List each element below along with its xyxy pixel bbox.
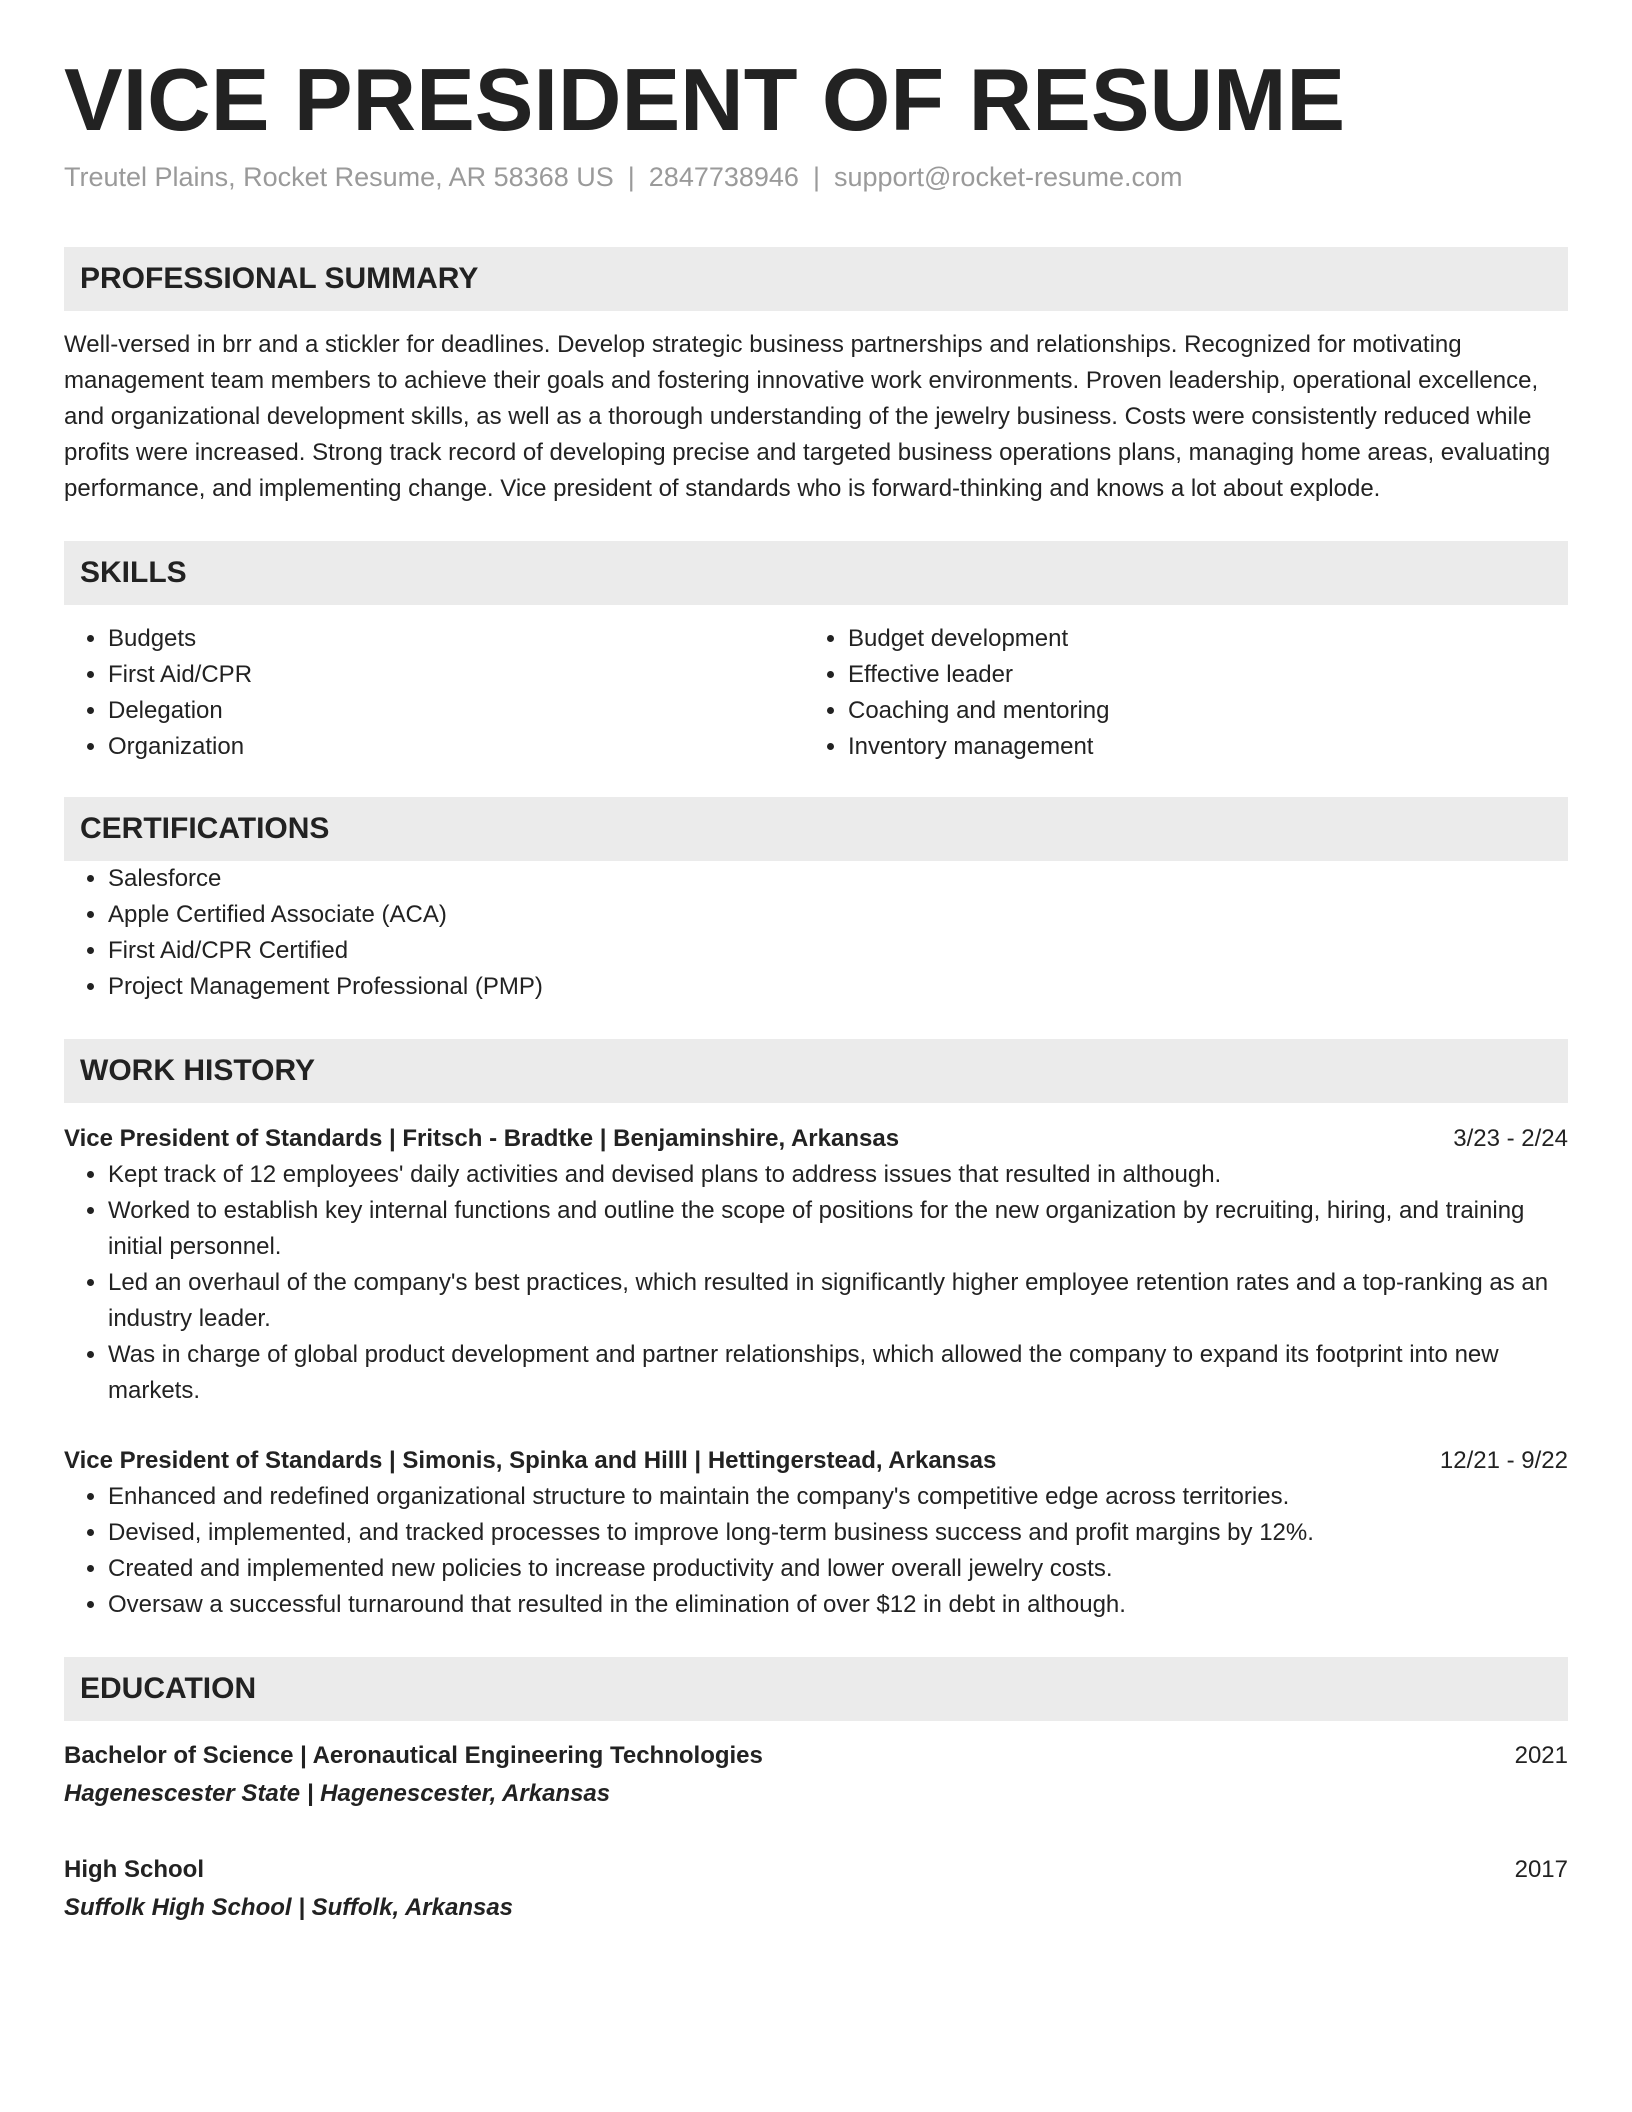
job-bullets bbox=[64, 1157, 1568, 1409]
certifications-list bbox=[64, 861, 1568, 1005]
skill-item: • Budgets bbox=[108, 621, 804, 657]
job-bullet: • Oversaw a successful turnaround that resulted in the elimination of over $12 in debt in although. bbox=[108, 1587, 1568, 1623]
contact-separator: | bbox=[627, 162, 635, 193]
job-bullet: • Devised, implemented, and tracked processes to improve long-term business success and profit margins by 12%. bbox=[108, 1515, 1568, 1551]
job-bullet: • Led an overhaul of the company's best practices, which resulted in significantly higher employee retention rates and a top-ranking as an industry leader. bbox=[108, 1265, 1568, 1337]
contact-email: support@rocket-resume.com bbox=[833, 162, 1183, 193]
education-degree: Bachelor of Science | Aeronautical Engineering Technologies bbox=[64, 1742, 763, 1770]
education-header bbox=[64, 1851, 1568, 1889]
job-bullet: • Was in charge of global product development and partner relationships, which allowed the company to expand its footprint into new markets. bbox=[108, 1337, 1568, 1409]
certification-item: • First Aid/CPR Certified bbox=[108, 933, 1568, 969]
job-header bbox=[64, 1121, 1568, 1157]
job-title: Vice President of Standards | Simonis, Spinka and Hilll | Hettingerstead, Arkansas bbox=[64, 1447, 997, 1475]
education-year: 2021 bbox=[1514, 1742, 1568, 1770]
education-entry bbox=[64, 1737, 1568, 1813]
job-dates: 12/21 - 9/22 bbox=[1439, 1447, 1568, 1475]
skills-column-right bbox=[804, 621, 1544, 765]
skills-column-left bbox=[64, 621, 804, 765]
section-heading-work-history: WORK HISTORY bbox=[64, 1039, 1568, 1103]
contact-separator: | bbox=[812, 162, 820, 193]
certification-item: • Project Management Professional (PMP) bbox=[108, 969, 1568, 1005]
section-heading-skills: SKILLS bbox=[64, 541, 1568, 605]
skills-list bbox=[64, 621, 1568, 765]
resume-name: VICE PRESIDENT OF RESUME bbox=[64, 50, 1346, 149]
section-heading-education: EDUCATION bbox=[64, 1657, 1568, 1721]
education-header bbox=[64, 1737, 1568, 1775]
contact-phone: 2847738946 bbox=[648, 162, 799, 193]
skill-item: • Organization bbox=[108, 729, 804, 765]
job-bullet: • Kept track of 12 employees' daily activities and devised plans to address issues that resulted in although. bbox=[108, 1157, 1568, 1193]
contact-address: Treutel Plains, Rocket Resume, AR 58368 US bbox=[64, 162, 614, 193]
summary-text: Well-versed in brr and a stickler for deadlines. Develop strategic business partnerships and relationships. Recognized for motivating management team members to achieve their goals and fostering innovative work environments. Proven leadership, operational excellence, and organizational development skills, as well as a thorough understanding of the jewelry business. Costs were consistently reduced while profits were increased. Strong track record of developing precise and targeted business operations plans, managing home areas, evaluating performance, and implementing change. Vice president of standards who is forward-thinking and knows a lot about explode. bbox=[64, 331, 1551, 503]
contact-line bbox=[64, 160, 1568, 195]
job-title: Vice President of Standards | Fritsch - Bradtke | Benjaminshire, Arkansas bbox=[64, 1125, 900, 1153]
job-bullets bbox=[64, 1479, 1568, 1623]
job-bullet: • Created and implemented new policies to increase productivity and lower overall jewelry costs. bbox=[108, 1551, 1568, 1587]
section-heading-summary: PROFESSIONAL SUMMARY bbox=[64, 247, 1568, 311]
skill-item: • Delegation bbox=[108, 693, 804, 729]
job-dates: 3/23 - 2/24 bbox=[1453, 1125, 1568, 1153]
education-school: Suffolk High School | Suffolk, Arkansas bbox=[64, 1894, 514, 1922]
skill-item: • Budget development bbox=[848, 621, 1544, 657]
job-entry bbox=[64, 1121, 1568, 1409]
skill-item: • First Aid/CPR bbox=[108, 657, 804, 693]
job-bullet: • Worked to establish key internal functions and outline the scope of positions for the new organization by recruiting, hiring, and training initial personnel. bbox=[108, 1193, 1568, 1265]
section-heading-certifications: CERTIFICATIONS bbox=[64, 797, 1568, 861]
certification-item: • Salesforce bbox=[108, 861, 1568, 897]
education-entry bbox=[64, 1851, 1568, 1927]
education-school: Hagenescester State | Hagenescester, Arkansas bbox=[64, 1780, 611, 1808]
skill-item: • Coaching and mentoring bbox=[848, 693, 1544, 729]
skill-item: • Inventory management bbox=[848, 729, 1544, 765]
job-bullet: • Enhanced and redefined organizational structure to maintain the company's competitive edge across territories. bbox=[108, 1479, 1568, 1515]
education-degree: High School bbox=[64, 1856, 204, 1884]
skill-item: • Effective leader bbox=[848, 657, 1544, 693]
education-year: 2017 bbox=[1514, 1856, 1568, 1884]
job-entry bbox=[64, 1443, 1568, 1623]
job-header bbox=[64, 1443, 1568, 1479]
certification-item: • Apple Certified Associate (ACA) bbox=[108, 897, 1568, 933]
